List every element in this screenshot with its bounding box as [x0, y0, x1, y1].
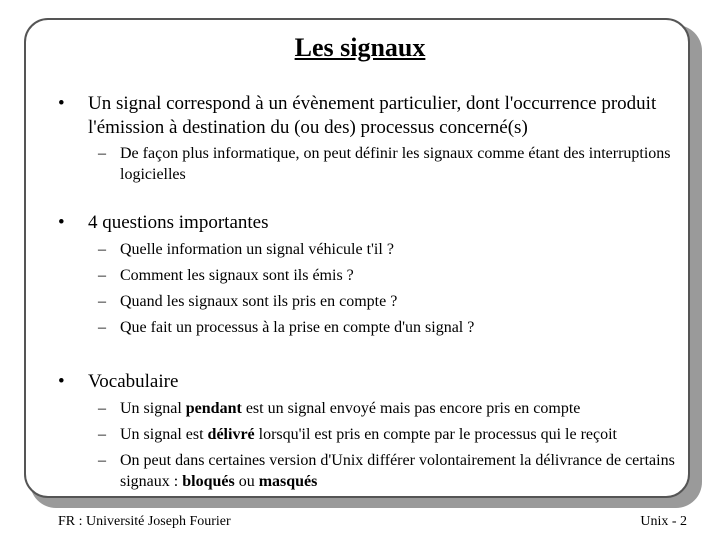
sub-bullet-text: Que fait un processus à la prise en compte d'un signal ?: [120, 319, 475, 336]
bullet-text: Vocabulaire: [88, 371, 179, 392]
sub-bullet-item: [98, 424, 688, 445]
sub-bullet-text: est un signal envoyé mais pas encore pris en compte: [241, 400, 581, 417]
sub-bullet-dash: –: [98, 452, 106, 469]
sub-bullet-dash: –: [98, 426, 106, 443]
sub-bullet-text: lorsqu'il est pris en compte par le processus qui le reçoit: [254, 426, 617, 443]
sub-bullet-dash: –: [98, 400, 106, 417]
sub-bullet-item: [98, 317, 680, 338]
sub-bullet-dash: –: [98, 319, 106, 336]
sub-bullet-item: [98, 143, 680, 185]
sub-bullet-item: [98, 398, 688, 419]
sub-bullet-dash: –: [98, 267, 106, 284]
term-masques: masqués: [258, 473, 318, 490]
sub-bullet-text: Quand les signaux sont ils pris en compte ?: [120, 293, 398, 310]
bullet-item: [58, 211, 693, 235]
bullet-dot: •: [58, 212, 65, 233]
footer-left: FR : Université Joseph Fourier: [58, 514, 231, 529]
term-bloques: bloqués: [182, 473, 235, 490]
sub-bullet-dash: –: [98, 241, 106, 258]
sub-bullet-text: On peut dans certaines version d'Unix différer volontairement la délivrance de certains signaux :: [120, 452, 675, 490]
sub-bullet-item: [98, 450, 688, 492]
sub-bullet-text: Un signal est: [120, 426, 208, 443]
sub-bullet-text: Quelle information un signal véhicule t'il ?: [120, 241, 394, 258]
bullet-item: [58, 370, 693, 394]
term-delivre: délivré: [207, 426, 255, 443]
bullet-text: 4 questions importantes: [88, 212, 269, 233]
bullet-item: [58, 92, 693, 140]
sub-bullet-text: Comment les signaux sont ils émis ?: [120, 267, 354, 284]
term-pendant: pendant: [185, 400, 242, 417]
bullet-dot: •: [58, 371, 65, 392]
sub-bullet-text: Un signal: [120, 400, 186, 417]
bullet-dot: •: [58, 93, 65, 114]
sub-bullet-text: De façon plus informatique, on peut définir les signaux comme étant des interruptions logicielles: [120, 145, 671, 183]
slide-title: Les signaux: [294, 33, 426, 62]
sub-bullet-item: [98, 265, 680, 286]
footer-right: Unix - 2: [640, 514, 687, 529]
sub-bullet-dash: –: [98, 145, 106, 162]
sub-bullet-text: ou: [234, 473, 259, 490]
bullet-text: Un signal correspond à un évènement particulier, dont l'occurrence produit l'émission à destination du (ou des) processus concerné(s): [88, 93, 657, 138]
sub-bullet-dash: –: [98, 293, 106, 310]
sub-bullet-item: [98, 291, 680, 312]
sub-bullet-item: [98, 239, 680, 260]
